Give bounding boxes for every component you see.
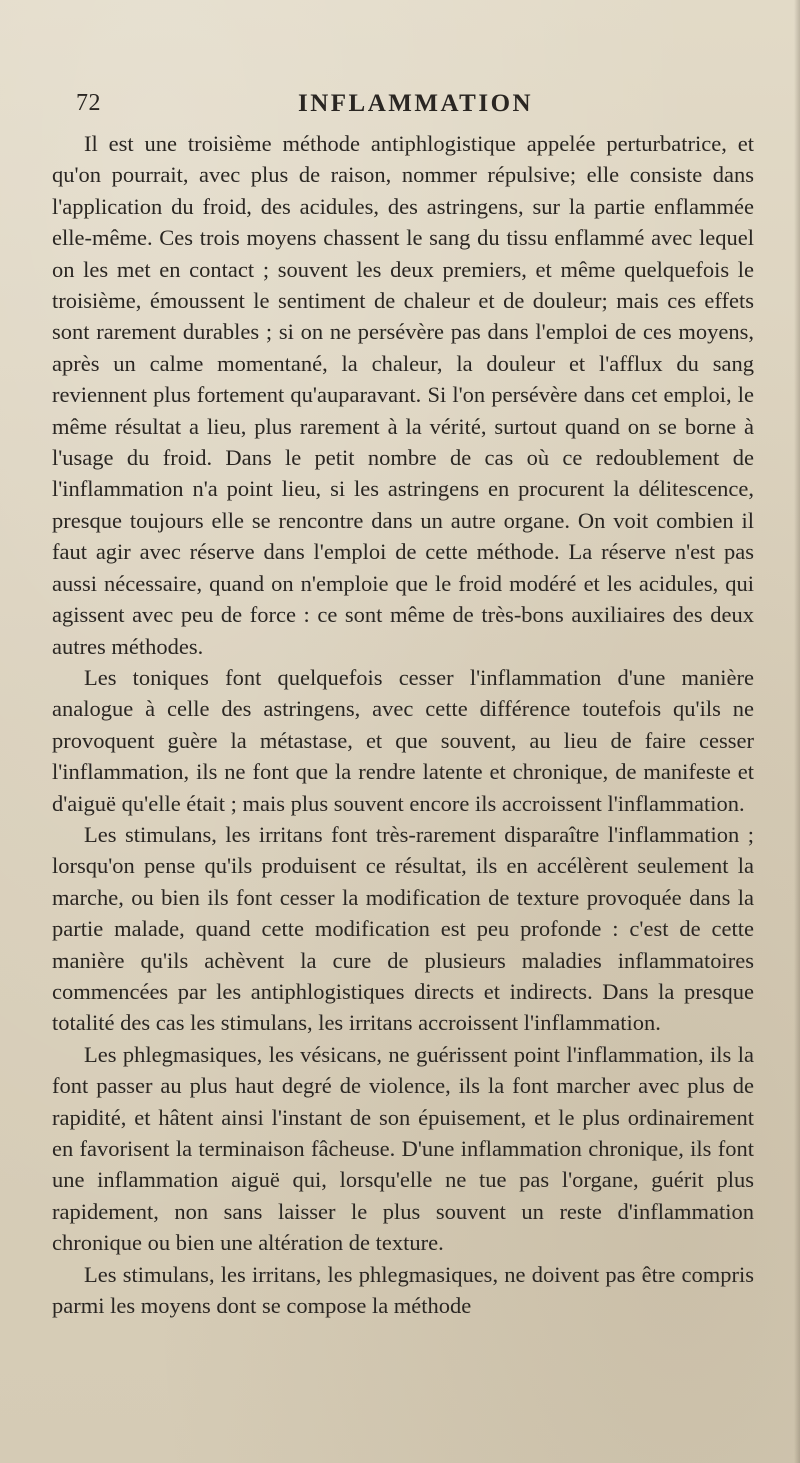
page-number: 72 bbox=[76, 90, 101, 116]
paragraph: Les stimulans, les irritans font très-rarement disparaître l'inflammation ; lorsqu'on pense qu'ils produisent ce résultat, ils en accélèrent seulement la marche, ou bien ils font cesser la modification de texture provoquée dans la partie malade, quand cette modification est peu profonde : c'est de cette manière qu'ils achèvent la cure de plusieurs maladies inflammatoires commencées par les antiphlogistiques directs et indirects. Dans la presque totalité des cas les stimulans, les irritans accroissent l'inflammation. bbox=[52, 821, 754, 1036]
paragraph: Il est une troisième méthode antiphlogistique appelée perturbatrice, et qu'on pourrait, avec plus de raison, nommer répulsive; elle consiste dans l'application du froid, des acidules, des astringens, sur la partie enflammée elle-même. Ces trois moyens chassent le sang du tissu enflammé avec lequel on les met en contact ; souvent les deux premiers, et même quelquefois le troisième, émoussent le sentiment de chaleur et de douleur; mais ces effets sont rarement durables ; si on ne persévère pas dans l'emploi de ces moyens, après un calme momentané, la chaleur, la douleur et l'afflux du sang reviennent plus fortement qu'auparavant. Si l'on persévère dans cet emploi, le même résultat a lieu, plus rarement à la vérité, surtout quand on se borne à l'usage du froid. Dans le petit nombre de cas où ce redoublement de l'inflammation n'a point lieu, si les astringens en procurent la délitescence, presque toujours elle se rencontre dans un autre organe. On voit combien il faut agir avec réserve dans l'emploi de cette méthode. La réserve n'est pas aussi nécessaire, quand on n'emploie que le froid modéré et les acidules, qui agissent avec peu de force : ce sont même de très-bons auxiliaires des deux autres méthodes. bbox=[52, 131, 754, 659]
paragraph: Les toniques font quelquefois cesser l'inflammation d'une manière analogue à celle des astringens, avec cette différence toutefois qu'ils ne provoquent guère la métastase, et que souvent, au lieu de faire cesser l'inflammation, ils ne font que la rendre latente et chronique, de manifeste et d'aiguë qu'elle était ; mais plus souvent encore ils accroissent l'inflammation. bbox=[52, 664, 754, 816]
paragraph: Les stimulans, les irritans, les phlegmasiques, ne doivent pas être compris parmi les moyens dont se compose la méthode bbox=[52, 1261, 754, 1319]
body-text bbox=[52, 128, 754, 1321]
paragraph: Les phlegmasiques, les vésicans, ne guérissent point l'inflammation, ils la font passer au plus haut degré de violence, ils la font marcher avec plus de rapidité, et hâtent ainsi l'instant de son épuisement, et le plus ordinairement en favorisent la terminaison fâcheuse. D'une inflammation chronique, ils font une inflammation aiguë qui, lorsqu'elle ne tue pas l'organe, guérit plus rapidement, non sans laisser le plus souvent un reste d'inflammation chronique ou bien une altération de texture. bbox=[52, 1041, 754, 1256]
running-head bbox=[76, 90, 740, 120]
running-title: INFLAMMATION bbox=[298, 90, 534, 117]
